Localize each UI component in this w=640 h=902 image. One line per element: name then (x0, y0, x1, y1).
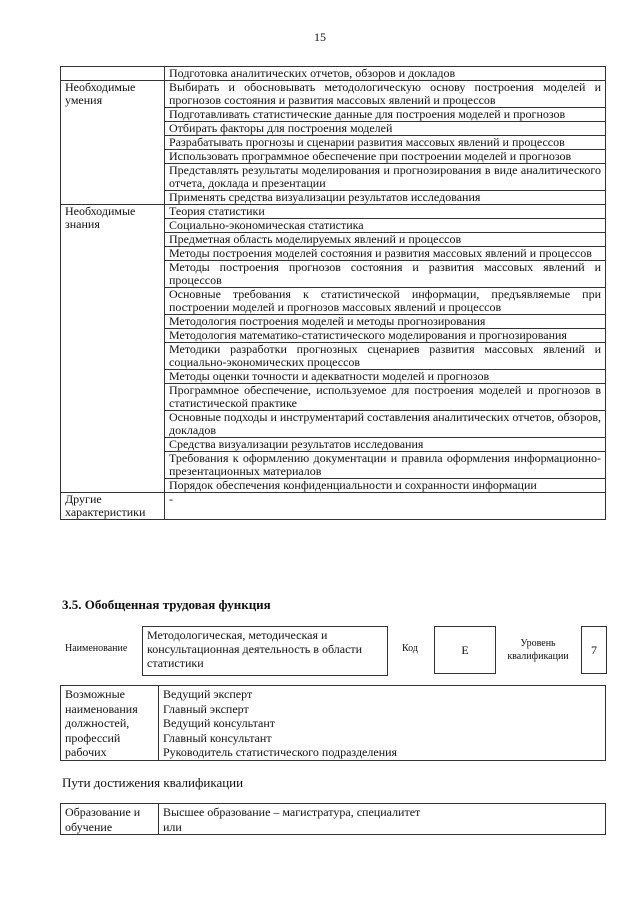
jobs-list (159, 686, 606, 761)
level-value: 7 (581, 626, 607, 674)
section-title: 3.5. Обобщенная трудовая функция (62, 597, 271, 612)
level-label: Уровень квалификации (507, 638, 569, 662)
skills-label: Необходимые умения (61, 81, 165, 205)
row-text: Разрабатывать прогнозы и сценарии развития массовых явлений и процессов (165, 136, 606, 150)
name-value: Методологическая, методическая и консультационная деятельность в области статистики (142, 626, 388, 676)
list-item: Главный эксперт (163, 701, 249, 716)
list-item: Главный консультант (163, 730, 272, 745)
row-text: Методология построения моделей и методы прогнозирования (165, 315, 606, 329)
job-titles-table (60, 685, 606, 761)
page-number: 15 (314, 30, 326, 44)
row-text: Теория статистики (165, 205, 606, 219)
education-line: или (163, 819, 182, 834)
row-text: Методы построения моделей состояния и развития массовых явлений и процессов (165, 247, 606, 261)
row-text: Социально-экономическая статистика (165, 219, 606, 233)
row-text: Отбирать факторы для построения моделей (165, 122, 606, 136)
row-text: Выбирать и обосновывать методологическую основу построения моделей и прогнозов состояния и развития массовых явлений и процессов (165, 81, 606, 108)
row-text: Методы построения прогнозов состояния и развития массовых явлений и процессов (165, 261, 606, 288)
education-line: Высшее образование – магистратура, специалитет (163, 805, 421, 819)
education-value (159, 804, 606, 835)
row-label (61, 67, 165, 81)
row-text: Подготавливать статистические данные для построения моделей и прогнозов (165, 108, 606, 122)
row-text: Представлять результаты моделирования и прогнозирования в виде аналитического отчета, доклада и презентации (165, 164, 606, 191)
row-text: Использовать программное обеспечение при построении моделей и прогнозов (165, 150, 606, 164)
row-text: Методология математико-статистического моделирования и прогнозирования (165, 329, 606, 343)
list-item: Ведущий консультант (163, 716, 276, 730)
row-text: Подготовка аналитических отчетов, обзоров и докладов (165, 67, 606, 81)
table-row (61, 686, 606, 761)
code-value: E (434, 626, 496, 674)
table-row (61, 804, 606, 835)
row-text: Основные требования к статистической информации, предъявляемые при построении моделей и прогнозов массовых явлений и процессов (165, 288, 606, 315)
row-text: Программное обеспечение, используемое для построения моделей и прогнозов в статистической практике (165, 384, 606, 411)
table-row (61, 493, 606, 520)
row-text: Требования к оформлению документации и правила оформления информационно-презентационных материалов (165, 452, 606, 479)
row-text: Порядок обеспечения конфиденциальности и сохранности информации (165, 479, 606, 493)
paths-title: Пути достижения квалификации (62, 775, 244, 790)
row-text: Методы оценки точности и адекватности моделей и прогнозов (165, 370, 606, 384)
table-row (61, 67, 606, 81)
row-text: Применять средства визуализации результатов исследования (165, 191, 606, 205)
row-text: Средства визуализации результатов исследования (165, 438, 606, 452)
education-label: Образование и обучение (61, 804, 159, 835)
other-label: Другие характеристики (61, 493, 165, 520)
table-row (61, 81, 606, 108)
row-text: Предметная область моделируемых явлений и процессов (165, 233, 606, 247)
row-text: Основные подходы и инструментарий составления аналитических отчетов, обзоров, докладов (165, 411, 606, 438)
list-item: Ведущий эксперт (163, 687, 253, 701)
skills-knowledge-table (60, 66, 606, 520)
row-text: Методики разработки прогнозных сценариев развития массовых явлений и социально-экономических процессов (165, 343, 606, 370)
row-text: - (165, 493, 606, 520)
knowledge-label: Необходимые знания (61, 205, 165, 493)
list-item: Руководитель статистического подразделения (163, 745, 398, 759)
jobs-label: Возможные наименования должностей, профессий рабочих (61, 686, 159, 761)
name-label: Наименование (65, 643, 128, 654)
education-table (60, 803, 606, 835)
code-label: Код (402, 643, 418, 654)
table-row (61, 205, 606, 219)
